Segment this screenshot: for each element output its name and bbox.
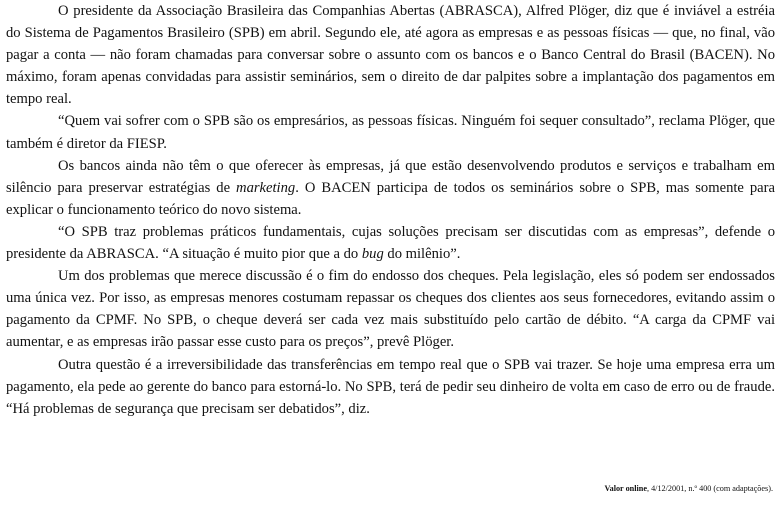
paragraph-5 xyxy=(6,265,775,353)
source-details: , 4/12/2001, n.º 400 (com adaptações). xyxy=(646,484,773,493)
source-publication: Valor online xyxy=(604,484,647,493)
source-citation xyxy=(604,484,773,493)
paragraph-1 xyxy=(6,0,775,110)
italic-term: marketing xyxy=(236,179,296,196)
paragraph-2 xyxy=(6,110,775,154)
article-body xyxy=(6,0,775,420)
paragraph-text: Os bancos ainda não têm o que oferecer às empresas, já que estão desenvolvendo produtos e serviços e trabalham em silêncio para preservar estratégias de xyxy=(6,157,775,196)
italic-term: bug xyxy=(361,246,384,263)
paragraph-3 xyxy=(6,155,775,221)
paragraph-6 xyxy=(6,354,775,420)
paragraph-text: O presidente da Associação Brasileira das Companhias Abertas (ABRASCA), Alfred Plöger, diz que é inviável a estréia do Sistema de Pagamentos Brasileiro (SPB) em abril. Segundo ele, até agora as empresas e as pessoas físicas — que, no final, vão pagar a conta — não foram chamadas para conversar sobre o assunto com os bancos e o Banco Central do Brasil (BACEN). No máximo, foram apenas convidadas para assistir seminários, sem o direito de dar palpites sobre a implantação dos pagamentos em tempo real. xyxy=(6,3,775,108)
paragraph-text: do milênio”. xyxy=(383,246,461,263)
paragraph-text: “Quem vai sofrer com o SPB são os empresários, as pessoas físicas. Ninguém foi sequer consultado”, reclama Plöger, que também é diretor da FIESP. xyxy=(6,113,775,152)
paragraph-text: “O SPB traz problemas práticos fundamentais, cujas soluções precisam ser discutidas com as empresas”, defende o presidente da ABRASCA. “A situação é muito pior que a do xyxy=(6,223,775,263)
paragraph-text: . O BACEN participa de todos os seminários sobre o SPB, mas somente para explicar o funcionamento teórico do novo sistema. xyxy=(6,179,775,218)
paragraph-text: Um dos problemas que merece discussão é o fim do endosso dos cheques. Pela legislação, eles só podem ser endossados uma única vez. Por isso, as empresas menores costumam repassar os cheques dos clientes aos seus fornecedores, evitando assim o pagamento da CPMF. No SPB, o cheque deverá ser cada vez mais substituído pelo cartão de débito. “A carga da CPMF vai aumentar, e as empresas irão passar esse custo para os preços”, prevê Plöger. xyxy=(6,268,775,351)
paragraph-4 xyxy=(6,221,775,265)
paragraph-text: Outra questão é a irreversibilidade das transferências em tempo real que o SPB vai trazer. Se hoje uma empresa erra um pagamento, ela pede ao gerente do banco para estorná-lo. No SPB, terá de pedir seu dinheiro de volta em caso de erro ou de fraude. “Há problemas de segurança que precisam ser debatidos”, diz. xyxy=(6,356,775,417)
